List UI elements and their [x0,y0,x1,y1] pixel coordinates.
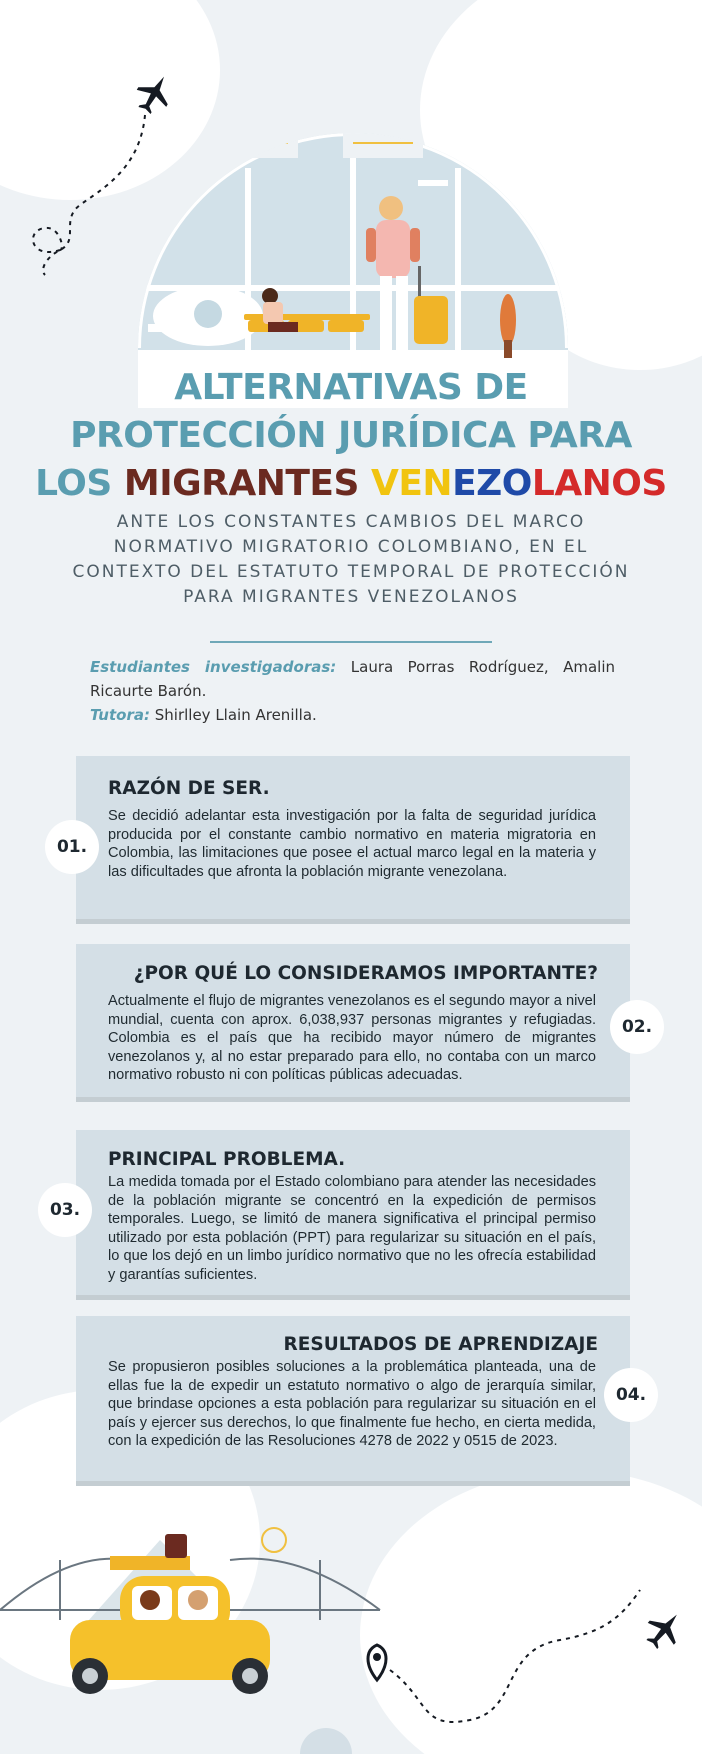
title-line-2: PROTECCIÓN JURÍDICA PARA [70,415,632,456]
title-migrantes: MIGRANTES [123,463,371,504]
title-line-1: ALTERNATIVAS DE [174,367,528,408]
location-pin-icon [368,1645,386,1680]
section-text-3: La medida tomada por el Estado colombiano para atender las necesidades de la población migrante se concentró en la expedición de permisos temporales. Luego, se limitó de manera significativa el principal permiso utilizado por esta población (PPT) para regularizar su situación en el país, lo que los dejó en un limbo jurídico normativo que no les ofrecía estabilidad y garantías suficientes. [108,1174,596,1283]
students-names: Laura Porras Rodríguez, Amalin Ricaurte Barón. [90,658,615,700]
divider [210,641,492,643]
authors-block [90,655,615,727]
airplane-icon [644,1608,684,1652]
section-text-4: Se propusieron posibles soluciones a la problemática planteada, una de ellas fue la de expedir un estatuto normativo o algo de jerarquía similar, que brindase opciones a esta población para regularizar su situación en el país y ejercer sus derechos, lo que finalmente fue hecho, en cierta medida, con la expedición de las Resoluciones 4278 de 2022 y 0515 de 2023. [108,1359,596,1450]
title-venezolanos-blue: EZO [452,463,532,504]
title-venezolanos-red: LANOS [531,463,667,504]
section-title-4: RESULTADOS DE APRENDIZAJE [283,1334,598,1355]
section-text-2: Actualmente el flujo de migrantes venezolanos es el segundo mayor a nivel mundial, cuenta con aprox. 6,038,937 personas migrantes y refugiadas. Colombia es el país que ha recibido mayor número de migrantes venezolanos y, al no estar preparado para ello, no contaba con un marco normativo robusto ni con políticas públicas adecuadas. [108,993,596,1084]
main-title [0,364,702,508]
section-text-1: Se decidió adelantar esta investigación por la falta de seguridad jurídica producida por el constante cambio normativo en materia migratoria en Colombia, las limitaciones que posee el actual marco legal en la materia y las dificultades que afronta la población migrante venezolana. [108,808,596,880]
section-title-3: PRINCIPAL PROBLEMA. [108,1149,346,1170]
section-title-1: RAZÓN DE SER. [108,778,270,799]
title-venezolanos-yellow: VEN [370,463,453,504]
title-line-3 [0,460,702,508]
car-illustration [0,1500,702,1754]
section-number-4: 04. [604,1368,658,1422]
section-title-2: ¿POR QUÉ LO CONSIDERAMOS IMPORTANTE? [133,963,598,984]
tutor-name: Shirlley Llain Arenilla. [149,706,317,724]
title-los: LOS [35,463,124,504]
subtitle: ANTE LOS CONSTANTES CAMBIOS DEL MARCO NORMATIVO MIGRATORIO COLOMBIANO, EN EL CONTEXTO DEL ESTATUTO TEMPORAL DE PROTECCIÓN PARA MIGRANTES VENEZOLANOS [72,512,630,607]
section-number-2: 02. [610,1000,664,1054]
section-number-3: 03. [38,1183,92,1237]
students-label: Estudiantes investigadoras: [90,658,337,676]
tutor-label: Tutora: [90,706,150,724]
section-number-1: 01. [45,820,99,874]
